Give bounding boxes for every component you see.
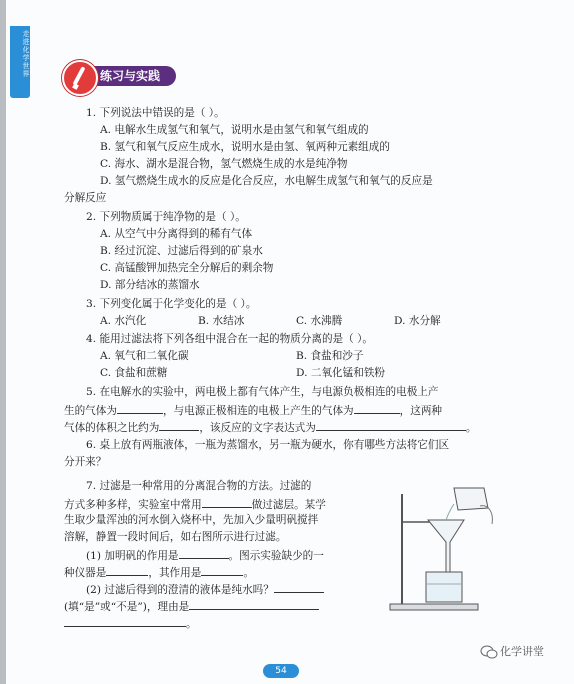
pencil-icon	[62, 60, 98, 96]
question-7-text: (1) 加明矾的作用是	[86, 550, 179, 562]
question-3: 3. 下列变化属于化学变化的是（ ）。	[86, 298, 257, 310]
question-4-option-c: C. 食盐和蔗糖	[100, 367, 168, 379]
question-5-text: ，这两种	[399, 405, 443, 417]
answer-blank[interactable]	[106, 564, 148, 576]
answer-blank[interactable]	[117, 402, 163, 414]
question-7-text: 种仪器是	[64, 567, 107, 579]
question-3-option-d: D. 水分解	[394, 315, 441, 327]
question-7-line-8	[64, 598, 319, 614]
answer-blank[interactable]	[274, 581, 324, 593]
question-7-line-9	[64, 615, 197, 631]
page-number: 54	[263, 664, 299, 678]
question-7-text: (填“是”或“不是”)，理由是	[64, 601, 190, 613]
chapter-side-tab	[10, 26, 30, 98]
question-7-text: 。图示实验缺少的一	[228, 550, 324, 562]
question-5-line-3	[64, 419, 476, 435]
question-4: 4. 能用过滤法将下列各组中混合在一起的物质分离的是（ ）。	[86, 333, 373, 345]
question-7-text: 做过滤层。某学	[251, 499, 326, 511]
wechat-icon	[480, 645, 498, 659]
question-7-text: (2) 过滤后得到的澄清的液体是纯水吗？	[86, 584, 274, 596]
question-1-option-b: B. 氢气和氧气反应生成水，说明水是由氢、氧两种元素组成的	[100, 141, 390, 153]
question-1-option-d-cont: 分解反应	[64, 192, 107, 204]
question-5-line-1: 5. 在电解水的实验中，两电极上都有气体产生，与电源负极相连的电极上产	[86, 386, 439, 398]
question-7-line-5	[86, 547, 324, 563]
question-7-line-6	[64, 564, 254, 580]
question-2-option-b: B. 经过沉淀、过滤后得到的矿泉水	[100, 245, 263, 257]
question-5-text: ，与电源正极相连的电极上产生的气体为	[162, 405, 354, 417]
question-5-text: 。	[465, 422, 477, 434]
question-1-option-c: C. 海水、湖水是混合物，氢气燃烧生成的水是纯净物	[100, 158, 348, 170]
answer-blank[interactable]	[201, 564, 243, 576]
question-7-line-4: 溶解，静置一段时间后，如右图所示进行过滤。	[64, 531, 287, 543]
question-1-option-a: A. 电解水生成氢气和氧气，说明水是由氢气和氧气组成的	[100, 124, 369, 136]
answer-blank[interactable]	[316, 419, 466, 431]
question-7-text: 。	[243, 567, 254, 579]
question-2-option-c: C. 高锰酸钾加热完全分解后的剩余物	[100, 262, 274, 274]
question-6-line-2: 分开来？	[64, 456, 107, 468]
pouring-beaker	[454, 488, 488, 510]
question-3-option-c: C. 水沸腾	[296, 315, 343, 327]
question-5-text: 气体的体积之比约为	[64, 422, 160, 434]
question-4-option-a: A. 氧气和二氧化碳	[100, 350, 189, 362]
stand-base	[390, 604, 478, 610]
question-4-option-d: D. 二氧化锰和铁粉	[296, 367, 386, 379]
question-6-line-1: 6. 桌上放有两瓶液体，一瓶为蒸馏水，另一瓶为硬水，你有哪些方法将它们区	[86, 439, 450, 451]
answer-blank[interactable]	[189, 598, 319, 610]
question-7-line-2	[64, 496, 326, 512]
question-7-text: ，其作用是	[148, 567, 202, 579]
question-7-line-3: 生取少量浑浊的河水倒入烧杯中，先加入少量明矾搅拌	[64, 514, 319, 526]
question-1-option-d: D. 氢气燃烧生成水的反应是化合反应，水电解生成氢气和氧气的反应是	[100, 175, 433, 187]
filtration-apparatus-figure	[388, 486, 498, 612]
question-7-line-7	[86, 581, 324, 597]
pour-stream	[446, 504, 454, 520]
question-3-option-a: A. 水汽化	[100, 315, 147, 327]
question-1: 1. 下列说法中错误的是（ ）。	[86, 107, 225, 119]
question-2-option-d: D. 部分结冰的蒸馏水	[100, 279, 200, 291]
chapter-side-tab-label: 走进化学世界	[22, 30, 30, 78]
answer-blank[interactable]	[179, 547, 229, 559]
question-7-text: 方式多种多样，实验室中常用	[64, 499, 202, 511]
beaker	[426, 572, 462, 602]
question-5-line-2	[64, 402, 442, 418]
question-3-option-b: B. 水结冰	[198, 315, 245, 327]
answer-blank[interactable]	[64, 615, 186, 627]
section-title: 练习与实践	[100, 69, 161, 83]
question-2: 2. 下列物质属于纯净物的是（ ）。	[86, 211, 246, 223]
question-7-text: 。	[186, 618, 197, 630]
question-7-line-1: 7. 过滤是一种常用的分离混合物的方法。过滤的	[86, 480, 312, 492]
answer-blank[interactable]	[159, 419, 199, 431]
question-2-option-a: A. 从空气中分离得到的稀有气体	[100, 228, 253, 240]
question-5-text: 生的气体为	[64, 405, 117, 417]
question-5-text: ，该反应的文字表达式为	[199, 422, 316, 434]
answer-blank[interactable]	[202, 496, 252, 508]
watermark-label: 化学讲堂	[500, 645, 544, 658]
question-4-option-b: B. 食盐和沙子	[296, 350, 364, 362]
answer-blank[interactable]	[354, 402, 400, 414]
funnel	[428, 520, 464, 572]
